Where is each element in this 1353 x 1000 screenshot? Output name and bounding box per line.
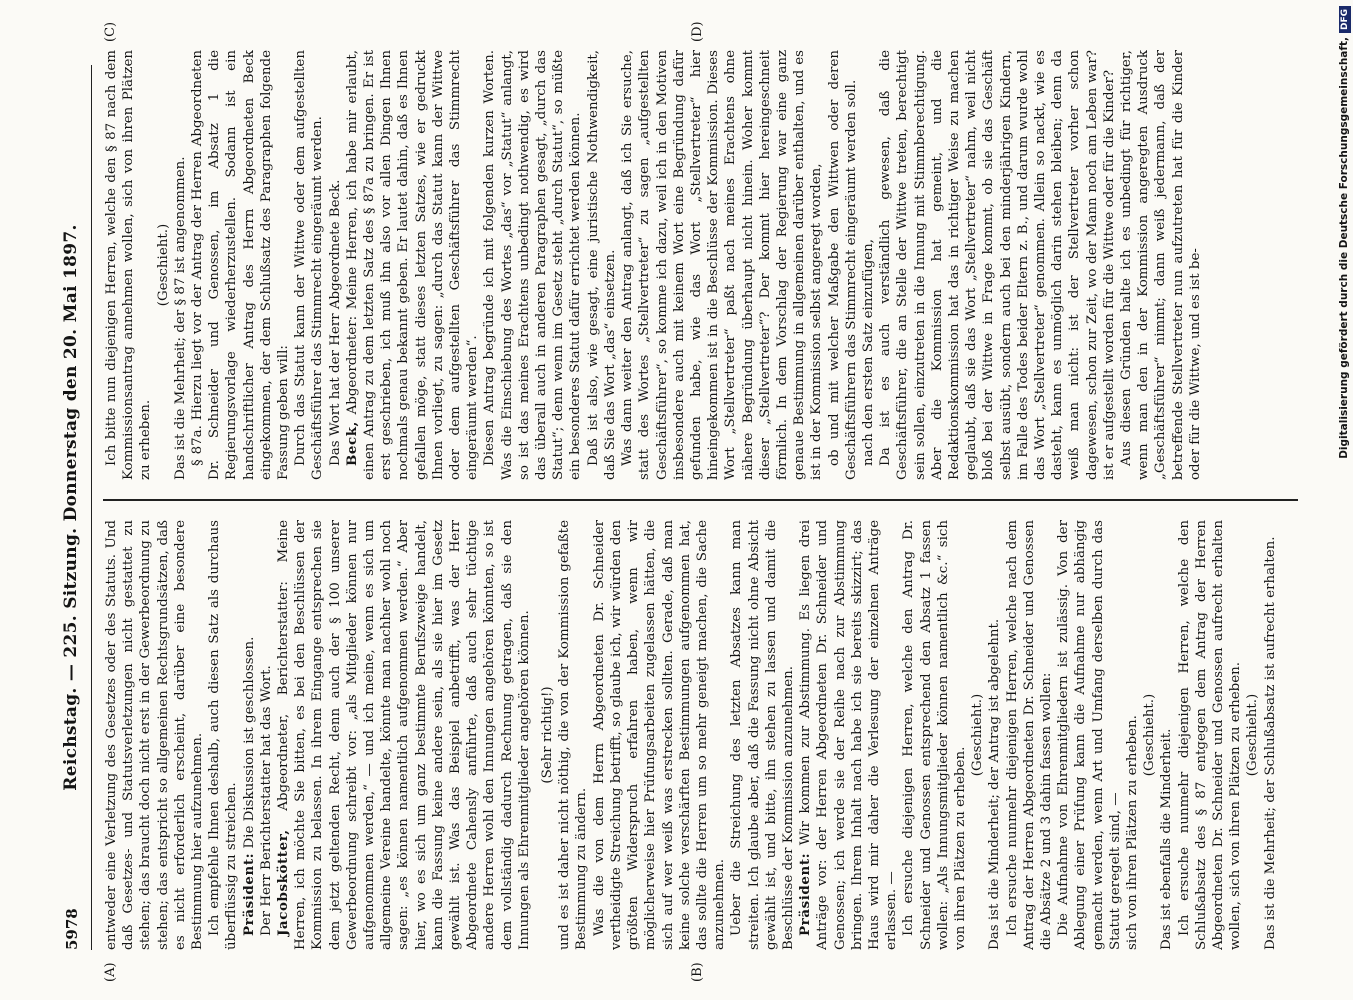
running-title: Reichstag. — 225. Sitzung. Donnerstag den 20. Mai 1897. [61, 224, 81, 791]
paragraph [189, 50, 292, 480]
paragraph-text: (Geschieht.) [1142, 693, 1158, 777]
paragraph [241, 520, 258, 950]
paragraph-text: Ich bitte nun diejenigen Herren, welche den § 87 nach dem Kommissionsantrag annehmen wollen, sich von ihren Plätzen zu erheben. [104, 50, 154, 480]
paragraph [728, 520, 797, 950]
paragraph [103, 50, 155, 480]
paragraph-text: Das ist die Mehrheit; der § 87 ist angenommen. [172, 156, 188, 480]
paragraph-text: Ueber die Streichung des letzten Absatzes kann man streiten. Ich glaube aber, daß die Fassung nicht ohne Absicht gewählt ist, und bitte, ihn stehen zu lassen und damit die Beschlüsse der Kommission anzunehmen. [729, 520, 796, 950]
paragraph-text: Ich empfehle Ihnen deshalb, auch diesen Satz als durchaus überflüssig zu streichen. [207, 520, 240, 950]
paragraph-text: Ich ersuche nunmehr diejenigen Herren, welche den Schlußabsatz des § 87 entgegen dem Antrag der Herren Abgeordneten Dr. Schneider und Genossen aufrecht erhalten wollen, sich von ihren Plätzen zu erheben. [1176, 520, 1244, 950]
paragraph [327, 50, 344, 480]
paragraph-text: ob und mit welcher Maßgabe den Wittwen oder deren Geschäftsführern das Stimmrecht eingeräumt werden soll. [826, 50, 859, 480]
paragraph [1124, 520, 1141, 950]
paragraph [900, 520, 969, 950]
paragraph-text: und es ist daher nicht nöthig, die von der Kommission gefaßte Bestimmung zu ändern. [557, 520, 590, 950]
paragraph [860, 50, 877, 480]
paragraph-text: (Geschieht.) [155, 223, 171, 307]
paragraph [539, 520, 556, 950]
paragraph [1262, 520, 1279, 950]
digitization-credit [1338, 6, 1350, 996]
paragraph-text: Ich ersuche diejenigen Herren, welche den Antrag Dr. Schneider und Genossen entsprechend den Absatz 1 fassen wollen: „Als Innungsmitglieder können namentlich &c.“ sich von ihren Plätzen zu erheben. [901, 520, 968, 950]
paragraph [1176, 520, 1245, 950]
paragraph-text: (Geschieht.) [970, 693, 986, 777]
paragraph-text: nach den ersten Satz einzufügen, [860, 238, 876, 466]
paragraph [797, 520, 900, 950]
paragraph-text: (Geschieht.) [1245, 693, 1261, 777]
text-column-right [103, 50, 1293, 480]
paragraph [986, 520, 1003, 950]
paragraph [344, 50, 482, 480]
column-divider [103, 500, 1298, 502]
margin-mark-a: (A) [103, 962, 118, 982]
speaker-name: Präsident: [240, 852, 257, 936]
paragraph [1244, 520, 1261, 950]
running-header [55, 65, 92, 950]
paragraph [292, 50, 326, 480]
paragraph-text: Wir kommen zur Abstimmung. Es liegen drei Anträge vor: der Herren Abgeordneten Dr. Schneider und Genossen; ich werde sie der Reihe nach zur Abstimmung bringen. Ihrem Inhalt nach habe ich sie bereits skizzirt; das Haus wird mir daher die Verlesung der einzelnen Anträge erlassen. — [798, 520, 900, 950]
paragraph-text: Das Wort hat der Herr Abgeordnete Beck. [327, 179, 343, 466]
speaker-name: Beck, [343, 421, 360, 466]
paragraph-text: Die Diskussion ist geschlossen. [241, 636, 257, 853]
credit-text: Digitalisierung gefördert durch die Deutsche Forschungsgemeinschaft, [1338, 37, 1350, 459]
paragraph [275, 520, 533, 950]
margin-mark-b: (B) [690, 962, 705, 982]
paragraph [619, 50, 825, 480]
paragraph-text: Daß ist also, wie gesagt, eine juristische Nothwendigkeit, daß Sie das Wort „das“ einsetzen. [585, 50, 618, 480]
paragraph-text: Das ist die Minderheit; der Antrag ist abgelehnt. [987, 618, 1003, 950]
paragraph [556, 520, 590, 950]
paragraph [1118, 50, 1204, 480]
paragraph-text: sich von ihren Plätzen zu erheben. [1124, 715, 1140, 950]
paragraph-text: entweder eine Verletzung des Gesetzes oder des Statuts. Und daß Gesetzes- und Statutsverletzungen nicht gestattet zu stehen; das braucht doch nicht erst in der Gewerbeordnung zu stehen; das entspricht so allgemeinen Rechtsgrundsätzen, daß es nicht erforderlich erscheint, darüber eine besondere Bestimmung hier aufzunehmen. [104, 520, 206, 950]
paragraph-text: Aus diesen Gründen halte ich es unbedingt für richtiger, wenn man den in der Kommission angeregten Ausdruck „Geschäftsführer“ nimmt; dann weiß jedermann, daß der betreffende Stellvertreter nun aufzutreten hat für die Kinder oder für die Wittwe, und es ist be- [1118, 50, 1203, 480]
paragraph [481, 50, 584, 480]
paragraph-text: Was dann weiter den Antrag anlangt, daß ich Sie ersuche, statt des Wortes „Stellvertreter“ zu sagen „aufgestellten Geschäftsführer“, so komme ich dazu, weil ich in den Motiven insbesondere auch mit keinem Wort eine Begründung dafür gefunden habe, wie das Wort „Stellvertreter“ hier hineingekommen ist in die Beschlüsse der Kommission. Dieses Wort „Stellvertreter“ paßt nach meines Erachtens ohne nähere Begründung überhaupt nicht hinein. Woher kommt dieser „Stellvertreter“? Der kommt hier hereingeschneit förmlich. In dem Vorschlag der Regierung war eine ganz genaue Bestimmung in allgemeinen darüber enthalten, und es ist in der Kommission selbst angeregt worden, [620, 50, 825, 480]
paragraph [1141, 520, 1158, 950]
paragraph [1055, 520, 1124, 950]
paragraph-text: § 87a. Hierzu liegt vor der Antrag der Herren Abgeordneten Dr. Schneider und Genossen, im Absatz 1 die Regierungsvorlage wiederherzustellen. Sodann ist ein handschriftlicher Antrag des Herrn Abgeordneten Beck eingekommen, der dem Schlußsatz des Paragraphen folgende Fassung geben will: [190, 50, 292, 480]
paragraph [1158, 520, 1175, 950]
speaker-name: Präsident: [797, 852, 814, 936]
paragraph-text: Das ist ebenfalls die Minderheit. [1159, 728, 1175, 950]
paragraph-text: Da ist es auch verständlich gewesen, daß die Geschäftsführer, die an Stelle der Wittwe treten, berechtigt sein sollen, einzutreten in die Innung mit Stimmberechtigung. Aber die Kommission hat gemeint, und die Redaktionskommission hat das in richtiger Weise zu machen geglaubt, daß sie das Wort „Stellvertreter“ nahm, weil nicht bloß bei der Wittwe in Frage kommt, ob sie das Geschäft selbst ausübt, sondern auch bei den minderjährigen Kindern, im Falle des Todes beider Eltern z. B., und darum wurde wohl das Wort „Stellvertreter“ genommen. Allein so nackt, wie es dasteht, kann es unmöglich darin stehen bleiben; denn da weiß man nicht: ist der Stellvertreter vorher schon dagewesen, schon zur Zeit, wo der Mann noch am Leben war? ist er aufgestellt worden für die Wittwe oder für die Kinder? [878, 50, 1117, 480]
paragraph [591, 520, 729, 950]
margin-mark-d: (D) [690, 21, 705, 42]
paragraph [585, 50, 619, 480]
paragraph-text: Ich ersuche nunmehr diejenigen Herren, welche nach dem Antrag der Herren Abgeordneten Dr. Schneider und Genossen die Absätze 2 und 3 dahin fassen wollen: [1004, 520, 1054, 950]
paragraph-text: Diesen Antrag begründe ich mit folgenden kurzen Worten. Was die Einschiebung des Wortes „das“ vor „Statut“ anlangt, so ist das meines Erachtens unbedingt nothwendig, es wird das überall auch in anderen Paragraphen gesagt, „durch das Statut“; denn wenn im Gesetz steht „durch Statut“, so müßte ein besonderes Statut dafür errichtet werden können. [482, 50, 584, 480]
paragraph [1004, 520, 1056, 950]
paragraph [258, 520, 275, 950]
paragraph [155, 50, 172, 480]
paragraph [103, 520, 206, 950]
paragraph [877, 50, 1118, 480]
page-number: 5978 [63, 908, 81, 950]
paragraph [206, 520, 240, 950]
paragraph-text: Durch das Statut kann der Wittwe oder dem aufgestellten Geschäftsführer das Stimmrecht eingeräumt werden. [293, 50, 326, 480]
paragraph-text: Der Herr Berichterstatter hat das Wort. [258, 665, 274, 936]
dfg-logo: DFG [1339, 6, 1351, 33]
speaker-name: Jacobskötter, [275, 829, 292, 936]
paragraph [826, 50, 860, 480]
paragraph-text: Was die von dem Herrn Abgeordneten Dr. Schneider vertheidigte Streichung betrifft, so glaube ich, wir würden den größten Widerspruch erfahren haben, wenn wir möglicherweise hier Prüfungsarbeiten zugelassen hätten, die sich auf wer weiß was erstrecken sollten. Gerade, daß man keine solche verschärften Bestimmungen aufgenommen hat, das sollte die Herren um so mehr geneigt machen, die Sache anzunehmen. [591, 520, 728, 950]
paragraph-text: Abgeordneter, Berichterstatter: Meine Herren, ich möchte Sie bitten, es bei den Beschlüssen der Kommission zu belassen. In ihrem Eingange entsprechen sie dem jetzt geltenden Recht, denn auch der § 100 unserer Gewerbeordnung schreibt vor: „als Mitglieder können nur aufgenommen werden,“ — und ich meine, wenn es sich um allgemeine Vereine handelte, könnte man nachher wohl noch sagen: „es können namentlich aufgenommen werden.“ Aber hier, wo es sich um ganz bestimmte Berufszweige handelt, kann die Fassung keine andere sein, als sie hier im Gesetz gewählt ist. Was das Beispiel anbetrifft, was der Herr Abgeordnete Cahensly anführte, daß auch sehr tüchtige andere Herren wohl den Innungen angehören könnten, so ist dem vollständig dadurch Rechnung getragen, daß sie den Innungen als Ehrenmitglieder angehören können. [276, 520, 532, 950]
paragraph-text: (Sehr richtig!) [540, 686, 556, 784]
paragraph [172, 50, 189, 480]
paragraph [969, 520, 986, 950]
paragraph-text: Das ist die Mehrheit; der Schlußabsatz ist aufrecht erhalten. [1262, 536, 1278, 950]
margin-mark-c: (C) [103, 21, 118, 42]
text-column-left [103, 520, 1293, 950]
paragraph-text: Abgeordneter: Meine Herren, ich habe mir erlaubt, einen Antrag zu dem letzten Satz des § 87a zu bringen. Er ist erst geschrieben, ich muß ihn also vor allen Dingen Ihnen nochmals genau bekannt geben. Er lautet dahin, daß es Ihnen gefallen möge, statt dieses letzten Satzes, wie er gedruckt Ihnen vorliegt, zu sagen: „durch das Statut kann der Wittwe oder dem aufgestellten Geschäftsführer das Stimmrecht eingeräumt werden“. [344, 50, 481, 480]
paragraph-text: Die Aufnahme von Ehrenmitgliedern ist zulässig. Von der Ablegung einer Prüfung kann die Aufnahme nur abhängig gemacht werden, wenn Art und Umfang derselben durch das Statut geregelt sind, — [1056, 520, 1123, 950]
